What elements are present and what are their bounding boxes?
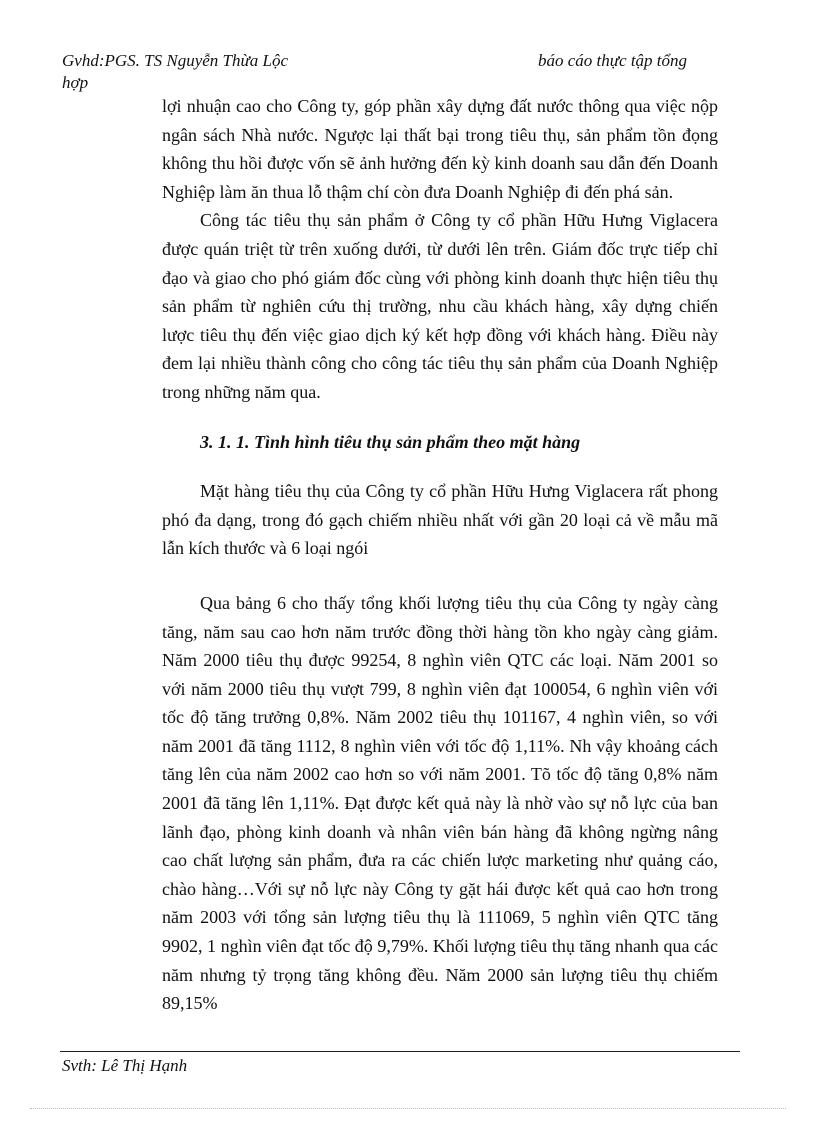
header-advisor: Gvhd:PGS. TS Nguyễn Thừa Lộc bbox=[62, 51, 289, 70]
footer-divider bbox=[60, 1051, 740, 1052]
header-report-title-continuation: hợp bbox=[62, 73, 89, 92]
spacer bbox=[162, 456, 718, 477]
footer-student-name: Svth: Lê Thị Hạnh bbox=[62, 1056, 188, 1075]
page-bottom-border bbox=[30, 1108, 786, 1109]
spacer bbox=[162, 563, 718, 589]
spacer bbox=[162, 407, 718, 428]
section-heading: 3. 1. 1. Tình hình tiêu thụ sản phẩm theo mặt hàng bbox=[200, 431, 581, 452]
paragraph-sales-volume-analysis: Qua bảng 6 cho thấy tổng khối lượng tiêu thụ của Công ty ngày càng tăng, năm sau cao hơn năm trước đồng thời hàng tồn kho ngày càng giảm. Năm 2000 tiêu thụ được 99254, 8 nghìn viên QTC các loại. Năm 2001 so với năm 2000 tiêu thụ vượt 799, 8 nghìn viên đạt 100054, 6 nghìn viên với tốc độ tăng trưởng 0,8%. Năm 2002 tiêu thụ 101167, 4 nghìn viên, so với năm 2001 đã tăng 1112, 8 nghìn viên với tốc độ 1,11%. Nh vậy khoảng cách tăng lên của năm 2002 cao hơn so với năm 2001. Tõ tốc độ tăng 0,8% năm 2001 đã tăng lên 1,11%. Đạt được kết quả này là nhờ vào sự nỗ lực của ban lãnh đạo, phòng kinh doanh và nhân viên bán hàng đã không ngừng nâng cao chất lượng sản phẩm, đưa ra các chiến lược marketing như quảng cáo, chào hàng…Với sự nỗ lực này Công ty gặt hái được kết quả cao hơn trong năm 2003 với tổng sản lượng tiêu thụ là 111069, 5 nghìn viên QTC tăng 9902, 1 nghìn viên đạt tốc độ 9,79%. Khối lượng tiêu thụ tăng nhanh qua các năm nhưng tỷ trọng tăng không đều. Năm 2000 sản lượng tiêu thụ chiếm 89,15% bbox=[162, 592, 718, 1014]
paragraph-profit-continuation: lợi nhuận cao cho Công ty, góp phần xây dựng đất nước thông qua việc nộp ngân sách Nhà nước. Ngược lại thất bại trong tiêu thụ, sản phẩm tồn đọng không thu hồi được vốn sẽ ảnh hưởng đến kỳ kinh doanh sau dẫn đến Doanh Nghiệp làm ăn thua lỗ thậm chí còn đưa Doanh Nghiệp đi đến phá sản. bbox=[162, 96, 718, 202]
document-body bbox=[162, 92, 718, 1018]
paragraph-product-lines: Mặt hàng tiêu thụ của Công ty cổ phần Hữu Hưng Viglacera rất phong phó đa dạng, trong đó gạch chiếm nhiều nhất với gần 20 loại cả về mẫu mã lẫn kích thước và 6 loại ngói bbox=[162, 481, 718, 559]
paragraph-sales-organization: Công tác tiêu thụ sản phẩm ở Công ty cổ phần Hữu Hưng Viglacera được quán triệt từ trên xuống dưới, từ dưới lên trên. Giám đốc trực tiếp chỉ đạo và giao cho phó giám đốc cùng với phòng kinh doanh thực hiện tiêu thụ sản phẩm từ nghiên cứu thị trường, nhu cầu khách hàng, xây dựng chiến lược tiêu thụ đến việc giao dịch ký kết hợp đồng với khách hàng. Điều này đem lại nhiều thành công cho công tác tiêu thụ sản phẩm của Doanh Nghiệp trong những năm qua. bbox=[162, 210, 718, 402]
header-report-title: báo cáo thực tập tổng bbox=[538, 51, 688, 70]
